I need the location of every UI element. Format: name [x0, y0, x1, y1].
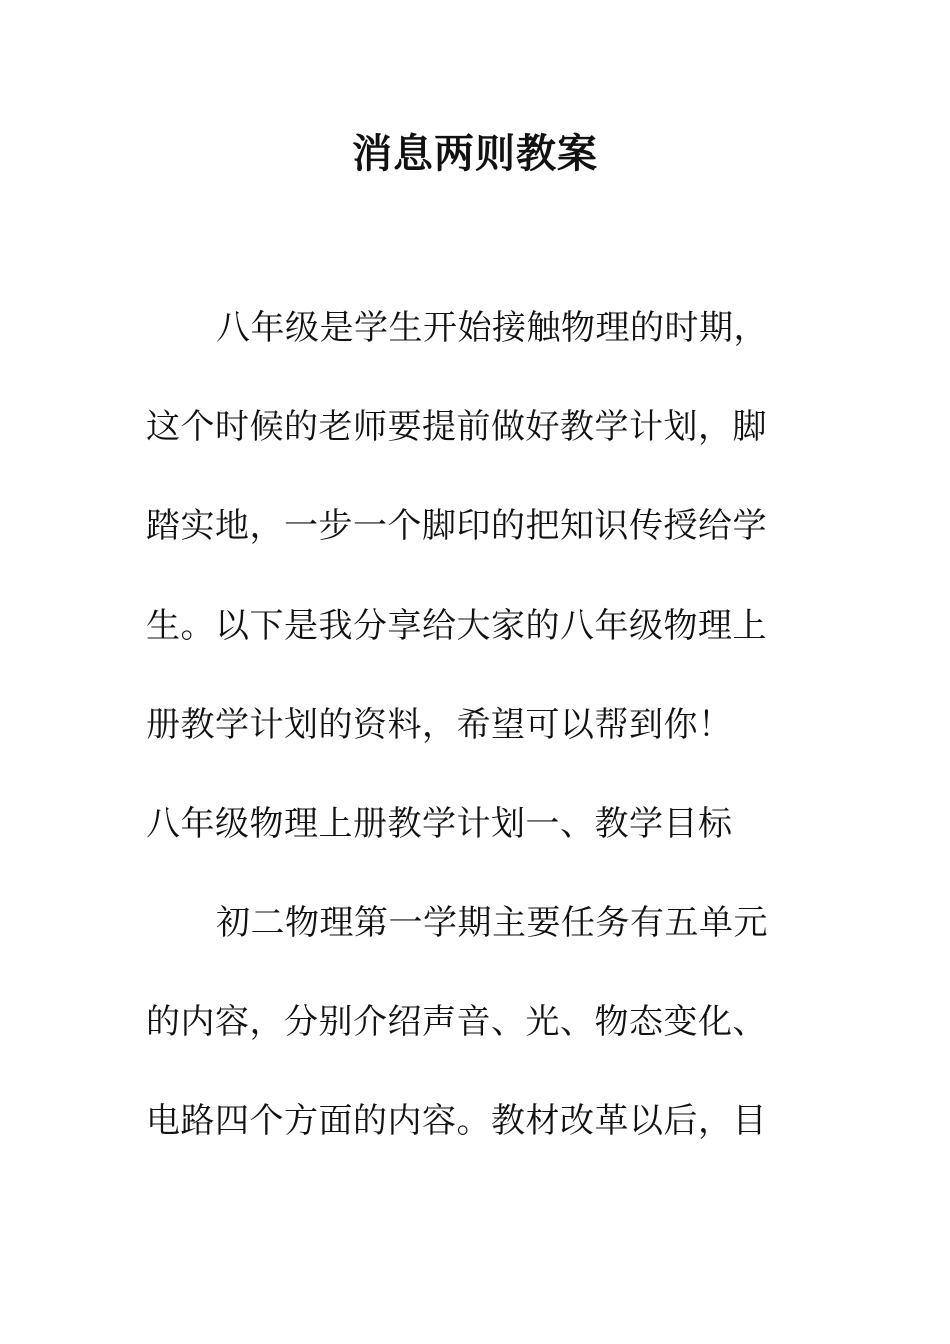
document-title: 消息两则教案 [352, 130, 598, 177]
paragraph-line-7: 初二物理第一学期主要任务有五单元 [216, 903, 768, 943]
paragraph-line-3: 踏实地，一步一个脚印的把知识传授给学 [146, 506, 767, 546]
paragraph-line-5: 册教学计划的资料，希望可以帮到你！ [146, 705, 733, 745]
paragraph-line-2: 这个时候的老师要提前做好教学计划，脚 [146, 407, 767, 447]
paragraph-line-8: 的内容，分别介绍声音、光、物态变化、 [146, 1002, 767, 1042]
paragraph-line-4: 生。以下是我分享给大家的八年级物理上 [146, 606, 767, 646]
section-heading-line: 八年级物理上册教学计划一、教学目标 [146, 804, 733, 844]
paragraph-line-1: 八年级是学生开始接触物理的时期， [216, 308, 768, 348]
paragraph-line-9: 电路四个方面的内容。教材改革以后，目 [146, 1101, 767, 1141]
